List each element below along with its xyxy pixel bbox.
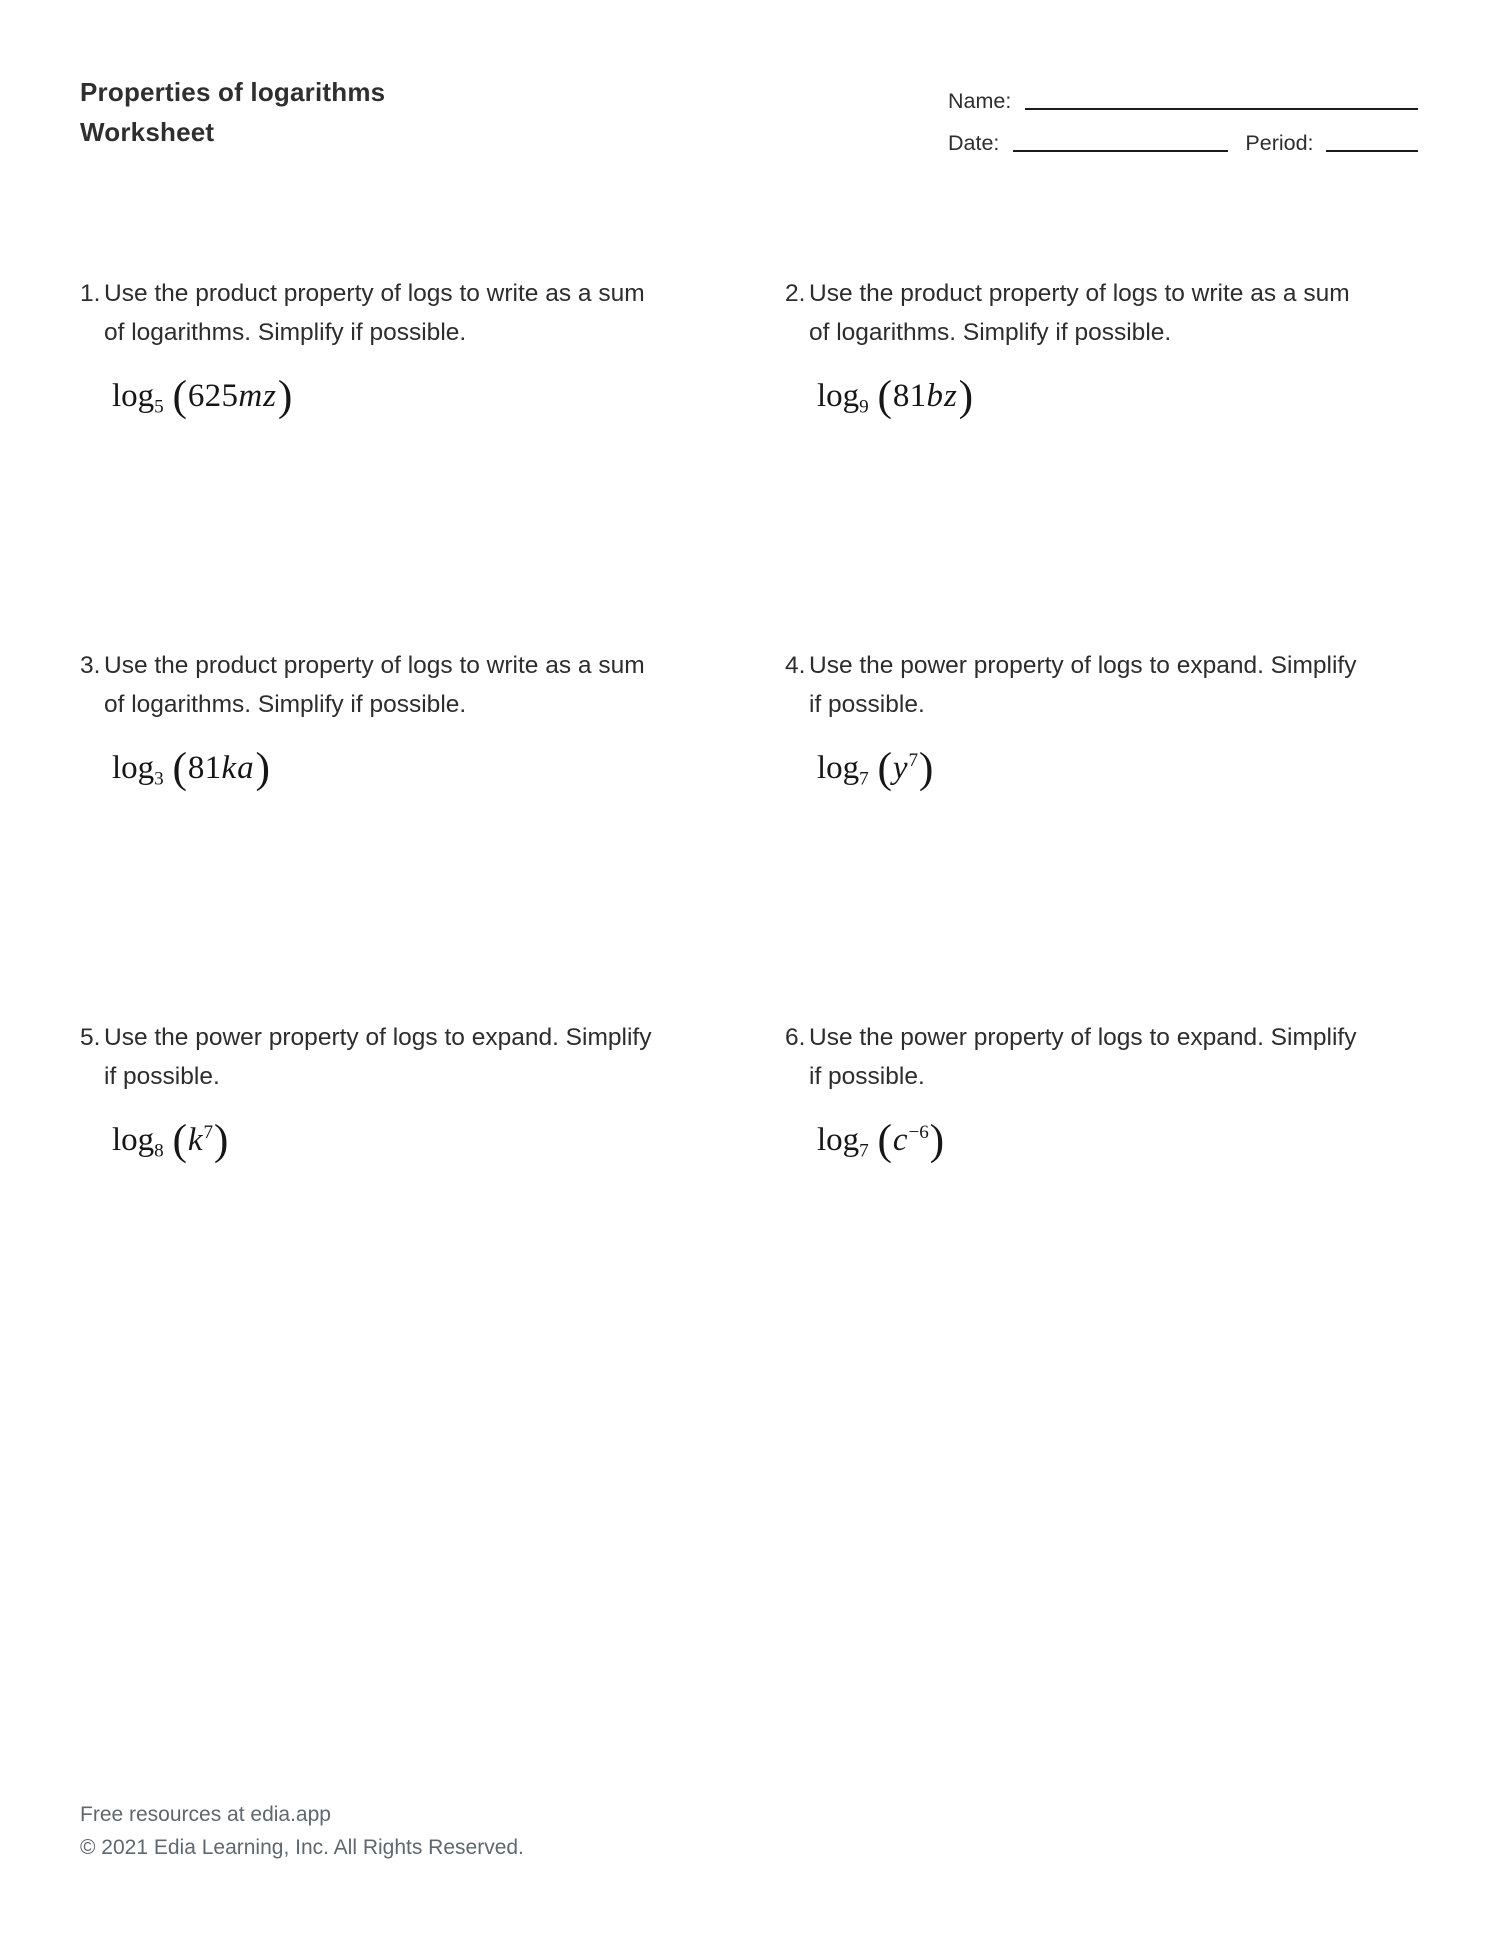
- log-base: 9: [859, 396, 869, 418]
- close-paren: ): [277, 372, 293, 421]
- log-base: 7: [859, 768, 869, 790]
- open-paren: (: [172, 1116, 187, 1165]
- open-paren: (: [877, 744, 892, 793]
- page-title: [80, 72, 385, 152]
- open-paren: (: [877, 1116, 892, 1165]
- problem-item: [80, 1018, 660, 1390]
- problems-grid: [80, 274, 1395, 1390]
- problem-number: 6.: [785, 1024, 806, 1051]
- problem-number: 2.: [785, 280, 806, 307]
- exponent: 7: [908, 750, 919, 771]
- coefficient: 625: [187, 377, 239, 414]
- log-function: log: [817, 1121, 860, 1158]
- close-paren: ): [929, 1116, 945, 1165]
- math-expression: [112, 1108, 660, 1176]
- problem-text: Use the power property of logs to expand. Simplify if possible.: [104, 1024, 652, 1090]
- math-expression: [112, 736, 660, 804]
- coefficient: 81: [892, 377, 927, 414]
- problem-item: [785, 1018, 1395, 1390]
- problem-number: 1.: [80, 280, 101, 307]
- problem-item: [80, 646, 660, 1018]
- name-label: Name:: [948, 89, 1012, 113]
- variable: k: [187, 1121, 204, 1158]
- title-line-1: Properties of logarithms: [80, 77, 386, 107]
- problem-text: Use the power property of logs to expand. Simplify if possible.: [809, 1024, 1357, 1090]
- variable: mz: [238, 377, 277, 414]
- problem-text: Use the product property of logs to write as a sum of logarithms. Simplify if possible.: [809, 280, 1350, 346]
- variable: y: [892, 749, 909, 786]
- close-paren: ): [255, 744, 270, 793]
- problem-text: Use the product property of logs to write as a sum of logarithms. Simplify if possible.: [104, 280, 645, 346]
- coefficient: 81: [187, 749, 222, 786]
- open-paren: (: [172, 744, 187, 793]
- problem-statement: [785, 646, 1395, 724]
- problem-number: 4.: [785, 652, 806, 679]
- log-function: log: [112, 749, 155, 786]
- problem-statement: [785, 1018, 1395, 1096]
- close-paren: ): [918, 744, 934, 793]
- math-expression: [817, 1108, 1395, 1176]
- problem-statement: [80, 274, 660, 352]
- log-function: log: [112, 1121, 155, 1158]
- exponent: 7: [203, 1122, 214, 1143]
- date-label: Date:: [948, 131, 1000, 155]
- math-expression: [817, 364, 1395, 432]
- exponent: −6: [908, 1122, 929, 1143]
- student-fields: [948, 88, 1418, 157]
- date-period-field-row: [948, 130, 1418, 157]
- footer-line-2: © 2021 Edia Learning, Inc. All Rights Reserved.: [80, 1835, 524, 1859]
- problem-text: Use the product property of logs to write as a sum of logarithms. Simplify if possible.: [104, 652, 645, 718]
- variable: c: [892, 1121, 909, 1158]
- problem-statement: [80, 1018, 660, 1096]
- problem-number: 3.: [80, 652, 101, 679]
- variable: ka: [221, 749, 255, 786]
- problem-item: [785, 274, 1395, 646]
- problem-number: 5.: [80, 1024, 101, 1051]
- math-expression: [817, 736, 1395, 804]
- math-expression: [112, 364, 660, 432]
- close-paren: ): [958, 372, 974, 421]
- title-line-2: Worksheet: [80, 117, 215, 147]
- close-paren: ): [213, 1116, 229, 1165]
- open-paren: (: [877, 372, 892, 421]
- log-base: 3: [154, 768, 164, 790]
- period-label: Period:: [1245, 131, 1314, 155]
- log-base: 7: [859, 1140, 869, 1162]
- problem-statement: [785, 274, 1395, 352]
- log-base: 5: [154, 396, 164, 418]
- period-blank-line: [1326, 150, 1418, 152]
- footer-line-1: Free resources at edia.app: [80, 1803, 331, 1826]
- name-blank-line: [1025, 108, 1418, 110]
- problem-statement: [80, 646, 660, 724]
- problem-item: [785, 646, 1395, 1018]
- date-blank-line: [1013, 150, 1228, 152]
- log-function: log: [112, 377, 155, 414]
- log-function: log: [817, 377, 860, 414]
- footer: [80, 1799, 524, 1864]
- log-function: log: [817, 749, 860, 786]
- problem-item: [80, 274, 660, 646]
- log-base: 8: [154, 1140, 164, 1162]
- name-field-row: [948, 88, 1418, 115]
- problem-text: Use the power property of logs to expand. Simplify if possible.: [809, 652, 1357, 718]
- open-paren: (: [172, 372, 187, 421]
- variable: bz: [926, 377, 958, 414]
